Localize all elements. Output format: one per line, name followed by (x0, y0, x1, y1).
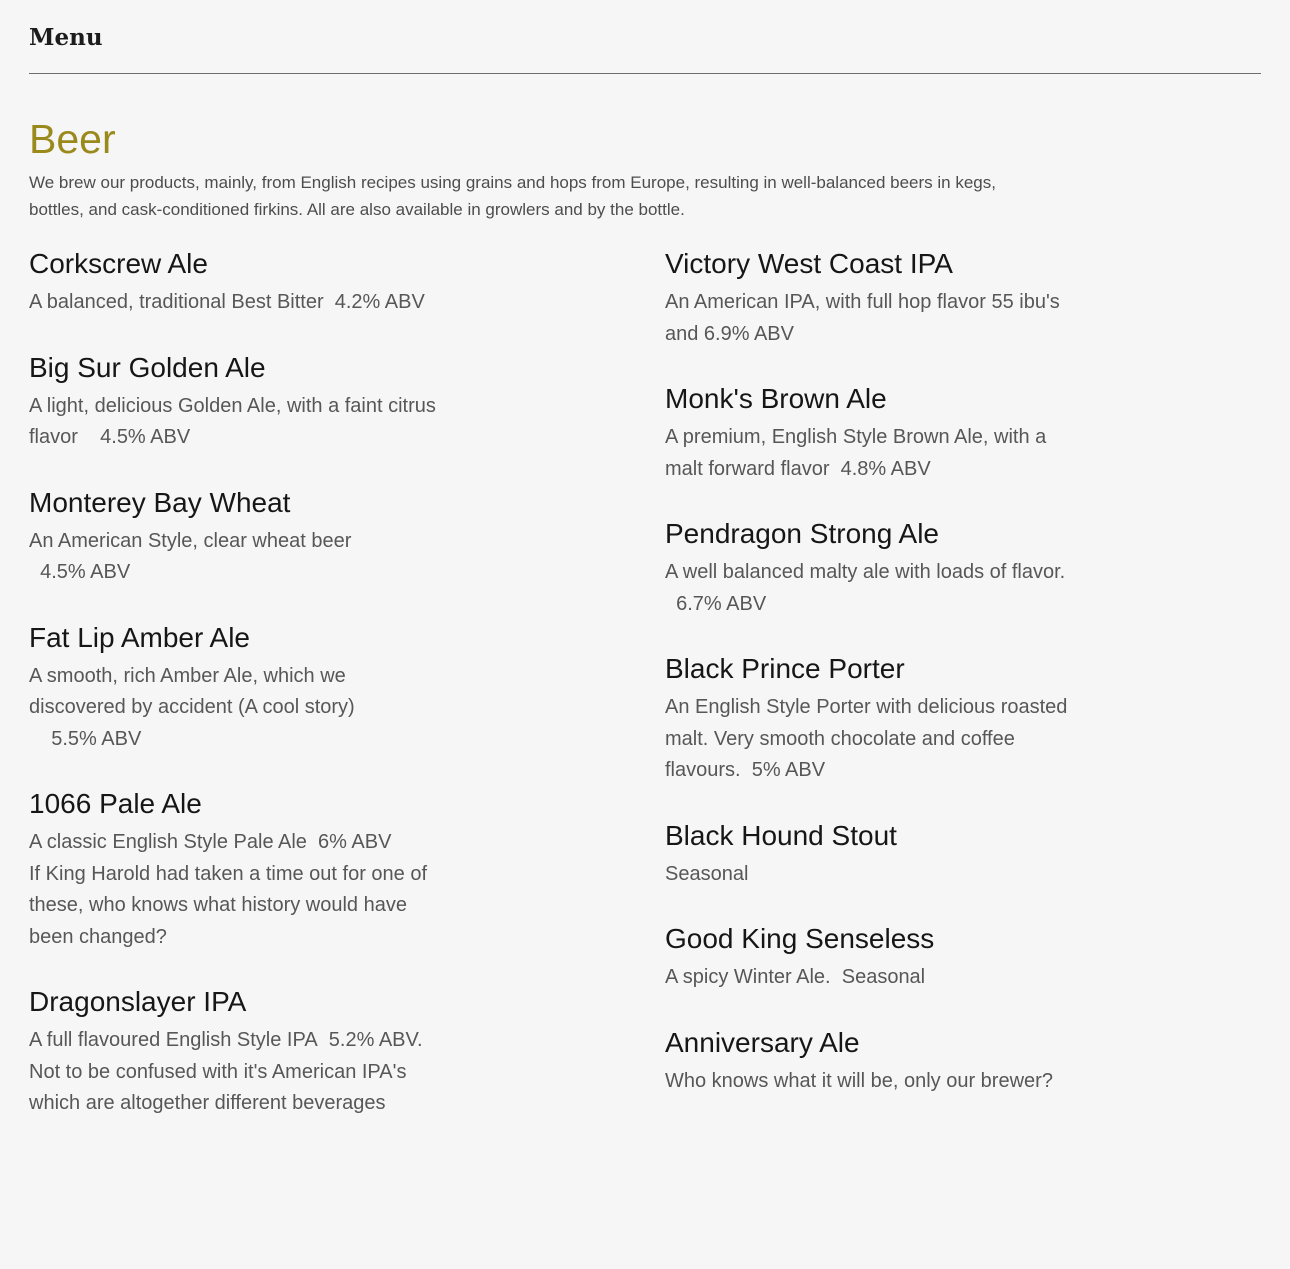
beer-item (29, 485, 469, 589)
beer-list-right (665, 246, 1105, 1128)
beer-item (665, 1025, 1105, 1098)
menu-header[interactable]: Menu (29, 24, 103, 51)
beer-item (665, 651, 1105, 787)
section-title: Beer (29, 116, 116, 162)
beer-description: A well balanced malty ale with loads of flavor. 6.7% ABV (665, 561, 1066, 615)
section-intro: We brew our products, mainly, from English recipes using grains and hops from Europe, resulting in well-balanced beers in kegs, bottles, and cask-conditioned firkins. All are also available in growlers and by the bottle. (29, 173, 996, 219)
beer-description: An American IPA, with full hop flavor 55 ibu's and 6.9% ABV (665, 291, 1060, 345)
beer-description: A spicy Winter Ale. Seasonal (665, 966, 926, 988)
beer-name: Monterey Bay Wheat (29, 486, 291, 518)
beer-name: 1066 Pale Ale (29, 788, 202, 819)
beer-name: Corkscrew Ale (29, 248, 208, 279)
beer-description: An English Style Porter with delicious roasted malt. Very smooth chocolate and coffee flavours. 5% ABV (665, 696, 1068, 781)
beer-name: Big Sur Golden Ale (29, 351, 266, 383)
beer-name: Monk's Brown Ale (665, 383, 887, 414)
beer-name: Pendragon Strong Ale (665, 518, 939, 549)
beer-name: Black Prince Porter (665, 653, 905, 684)
beer-description: Who knows what it will be, only our brewer? (665, 1069, 1053, 1092)
beer-item (665, 516, 1105, 620)
beer-item (665, 381, 1105, 485)
beer-name: Fat Lip Amber Ale (29, 621, 251, 653)
beer-item (29, 246, 469, 319)
beer-name: Anniversary Ale (665, 1026, 860, 1058)
beer-item (665, 818, 1105, 891)
beer-description: A full flavoured English Style IPA 5.2% ABV. Not to be confused with it's American IPA's which are altogether different beverages (29, 1029, 423, 1114)
beer-description: A balanced, traditional Best Bitter 4.2% ABV (29, 291, 425, 313)
beer-item (665, 921, 1105, 994)
beer-description: A classic English Style Pale Ale 6% ABV If King Harold had taken a time out for one of these, who knows what history would have been changed? (29, 831, 428, 948)
beer-description: A light, delicious Golden Ale, with a faint citrus flavor 4.5% ABV (29, 394, 436, 448)
header-divider (29, 73, 1261, 74)
beer-item (665, 246, 1105, 350)
beer-item (29, 984, 469, 1120)
beer-description: A smooth, rich Amber Ale, which we discovered by accident (A cool story) 5.5% ABV (29, 664, 355, 750)
beer-description: An American Style, clear wheat beer 4.5% ABV (29, 529, 352, 583)
beer-name: Black Hound Stout (665, 819, 897, 851)
beer-name: Dragonslayer IPA (29, 986, 247, 1017)
beer-item (29, 620, 469, 756)
beer-list-left (29, 246, 469, 1151)
beer-name: Victory West Coast IPA (665, 248, 953, 279)
beer-description: Seasonal (665, 862, 749, 885)
beer-item (29, 786, 469, 953)
beer-name: Good King Senseless (665, 923, 935, 954)
beer-item (29, 350, 469, 454)
beer-description: A premium, English Style Brown Ale, with a malt forward flavor 4.8% ABV (665, 426, 1047, 480)
